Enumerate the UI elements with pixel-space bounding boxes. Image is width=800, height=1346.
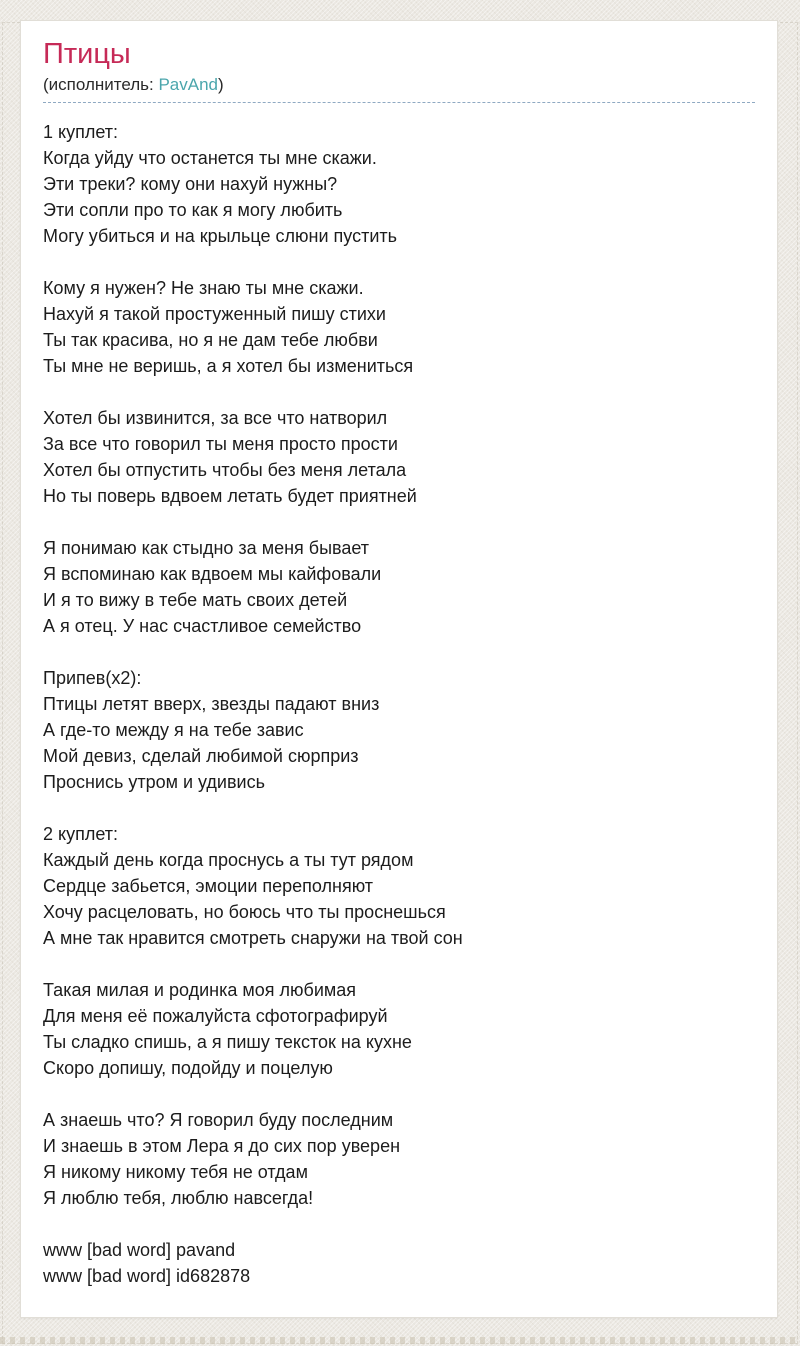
lyric-line: Я понимаю как стыдно за меня бывает: [43, 538, 370, 558]
lyric-line: Сердце забьется, эмоции переполняют: [43, 876, 374, 896]
lyric-line: www [bad word] pavand: [43, 1240, 236, 1260]
page-title: Птицы: [43, 38, 131, 70]
lyric-line: Я люблю тебя, люблю навсегда!: [43, 1188, 314, 1208]
stanza: [43, 821, 755, 951]
lyric-line: Такая милая и родинка моя любимая: [43, 980, 357, 1000]
artist-link[interactable]: PavAnd: [158, 75, 219, 94]
lyric-line: Хотел бы извинится, за все что натворил: [43, 408, 388, 428]
lyric-line: За все что говорил ты меня просто прости: [43, 434, 398, 454]
lyric-line: А я отец. У нас счастливое семейство: [43, 616, 362, 636]
lyric-line: А знаешь что? Я говорил буду последним: [43, 1110, 394, 1130]
lyric-line: Каждый день когда проснусь а ты тут рядом: [43, 850, 414, 870]
lyric-line: Мой девиз, сделай любимой сюрприз: [43, 746, 359, 766]
lyric-line: 1 куплет:: [43, 122, 118, 142]
lyric-line: Но ты поверь вдвоем летать будет приятней: [43, 486, 417, 506]
lyric-line: Хочу расцеловать, но боюсь что ты проснешься: [43, 902, 446, 922]
lyric-line: Я никому никому тебя не отдам: [43, 1162, 308, 1182]
lyric-line: 2 куплет:: [43, 824, 118, 844]
lyric-line: Когда уйду что останется ты мне скажи.: [43, 148, 377, 168]
stanza: [43, 405, 755, 509]
lyric-line: А где-то между я на тебе завис: [43, 720, 304, 740]
stanza: [43, 977, 755, 1081]
stanza: [43, 275, 755, 379]
artist-suffix: ): [218, 75, 224, 94]
artist-line: [43, 74, 755, 95]
lyric-line: Ты мне не веришь, а я хотел бы измениться: [43, 356, 414, 376]
lyric-line: И знаешь в этом Лера я до сих пор уверен: [43, 1136, 401, 1156]
lyric-line: Кому я нужен? Не знаю ты мне скажи.: [43, 278, 364, 298]
stanza: [43, 119, 755, 249]
lyric-line: Эти треки? кому они нахуй нужны?: [43, 174, 338, 194]
artist-prefix: (исполнитель:: [43, 75, 159, 94]
page-background: [0, 20, 800, 1346]
lyric-line: Хотел бы отпустить чтобы без меня летала: [43, 460, 407, 480]
stanza: [43, 665, 755, 795]
lyrics: [43, 119, 755, 1289]
lyric-line: Для меня её пожалуйста сфотографируй: [43, 1006, 388, 1026]
lyric-line: Нахуй я такой простуженный пишу стихи: [43, 304, 386, 324]
lyric-line: Эти сопли про то как я могу любить: [43, 200, 343, 220]
lyric-line: Проснись утром и удивись: [43, 772, 265, 792]
lyric-line: Припев(x2):: [43, 668, 142, 688]
lyric-line: Ты сладко спишь, а я пишу тексток на кухне: [43, 1032, 412, 1052]
lyric-line: Я вспоминаю как вдвоем мы кайфовали: [43, 564, 382, 584]
lyric-line: www [bad word] id682878: [43, 1266, 251, 1286]
stanza: [43, 1107, 755, 1211]
lyric-line: Ты так красива, но я не дам тебе любви: [43, 330, 378, 350]
lyrics-card: [20, 20, 778, 1318]
stanza: [43, 535, 755, 639]
lyric-line: Птицы летят вверх, звезды падают вниз: [43, 694, 380, 714]
lyric-line: Скоро допишу, подойду и поцелую: [43, 1058, 333, 1078]
bottom-texture-strip: [0, 1337, 800, 1344]
stanza: [43, 1237, 755, 1289]
lyric-line: Могу убиться и на крыльце слюни пустить: [43, 226, 398, 246]
header: [43, 37, 755, 103]
lyric-line: И я то вижу в тебе мать своих детей: [43, 590, 348, 610]
lyric-line: А мне так нравится смотреть снаружи на твой сон: [43, 928, 463, 948]
